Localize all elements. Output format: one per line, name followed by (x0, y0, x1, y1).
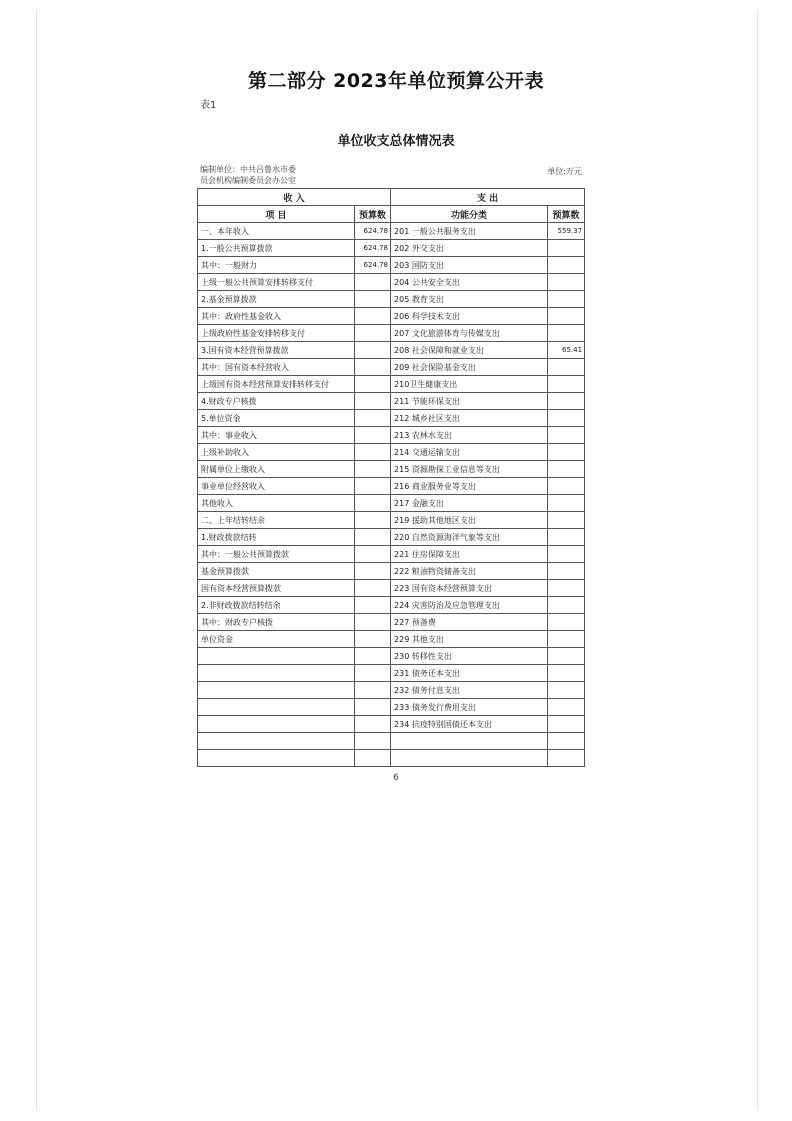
unit-label: 单位:万元 (547, 167, 582, 176)
table-row (198, 325, 585, 342)
expense-budget-cell (548, 563, 585, 580)
table-row (198, 427, 585, 444)
page-edge-left (36, 10, 37, 1110)
item-header: 项 目 (198, 206, 355, 223)
income-item-cell (198, 733, 355, 750)
table-row (198, 597, 585, 614)
income-budget-cell (355, 325, 391, 342)
income-budget-cell (355, 580, 391, 597)
income-budget-cell (355, 716, 391, 733)
income-item-cell: 上级国有资本经营预算安排转移支付 (198, 376, 355, 393)
table-row (198, 716, 585, 733)
income-item-cell: 单位资金 (198, 631, 355, 648)
expense-budget-cell (548, 682, 585, 699)
table-row (198, 750, 585, 767)
income-budget-cell (355, 342, 391, 359)
expense-item-cell: 214 交通运输支出 (391, 444, 548, 461)
income-budget-cell (355, 563, 391, 580)
expense-item-cell: 231 债务还本支出 (391, 665, 548, 682)
expense-item-cell: 216 商业服务业等支出 (391, 478, 548, 495)
expense-header: 支 出 (391, 189, 585, 206)
income-budget-cell (355, 376, 391, 393)
expense-budget-cell (548, 427, 585, 444)
expense-budget-cell (548, 716, 585, 733)
expense-item-cell: 229 其他支出 (391, 631, 548, 648)
income-header: 收 入 (198, 189, 391, 206)
income-budget-cell (355, 631, 391, 648)
table-row (198, 648, 585, 665)
expense-budget-cell (548, 410, 585, 427)
table-row (198, 223, 585, 240)
expense-budget-cell (548, 325, 585, 342)
expense-budget-cell: 559.37 (548, 223, 585, 240)
table-row (198, 393, 585, 410)
table-row (198, 546, 585, 563)
table-row (198, 308, 585, 325)
income-item-cell: 其中：一般财力 (198, 257, 355, 274)
table-number: 表1 (200, 100, 217, 111)
budget-table (197, 188, 585, 767)
table-row (198, 563, 585, 580)
table-row (198, 274, 585, 291)
expense-budget-cell (548, 393, 585, 410)
income-budget-cell (355, 427, 391, 444)
expense-item-cell: 206 科学技术支出 (391, 308, 548, 325)
income-item-cell (198, 682, 355, 699)
income-budget-cell (355, 291, 391, 308)
table-row (198, 342, 585, 359)
table-row (198, 444, 585, 461)
income-item-cell: 2.非财政拨款结转结余 (198, 597, 355, 614)
table-row (198, 240, 585, 257)
income-item-cell: 3.国有资本经营预算拨款 (198, 342, 355, 359)
income-item-cell (198, 699, 355, 716)
expense-budget-cell (548, 597, 585, 614)
expense-item-cell: 223 国有资本经营预算支出 (391, 580, 548, 597)
expense-budget-cell (548, 512, 585, 529)
budget-header-expense: 预算数 (548, 206, 585, 223)
expense-item-cell: 221 住房保障支出 (391, 546, 548, 563)
income-budget-cell (355, 478, 391, 495)
table-row (198, 291, 585, 308)
expense-budget-cell (548, 240, 585, 257)
table-header-row-2 (198, 206, 585, 223)
table-row (198, 376, 585, 393)
income-budget-cell (355, 461, 391, 478)
expense-budget-cell (548, 308, 585, 325)
table-row (198, 359, 585, 376)
income-budget-cell (355, 410, 391, 427)
income-budget-cell (355, 648, 391, 665)
income-budget-cell (355, 393, 391, 410)
income-item-cell: 2.基金预算拨款 (198, 291, 355, 308)
income-item-cell: 国有资本经营预算拨款 (198, 580, 355, 597)
income-item-cell: 1.财政拨款结转 (198, 529, 355, 546)
expense-budget-cell (548, 444, 585, 461)
income-item-cell: 其中：财政专户核拨 (198, 614, 355, 631)
expense-budget-cell (548, 631, 585, 648)
income-budget-cell (355, 444, 391, 461)
income-budget-cell (355, 699, 391, 716)
expense-item-cell: 232 债务付息支出 (391, 682, 548, 699)
income-item-cell: 其中：一般公共预算拨款 (198, 546, 355, 563)
expense-item-cell: 215 资源勘探工业信息等支出 (391, 461, 548, 478)
expense-item-cell: 208 社会保障和就业支出 (391, 342, 548, 359)
expense-budget-cell (548, 750, 585, 767)
expense-budget-cell (548, 699, 585, 716)
expense-budget-cell (548, 478, 585, 495)
expense-item-cell: 212 城乡社区支出 (391, 410, 548, 427)
expense-item-cell: 204 公共安全支出 (391, 274, 548, 291)
expense-budget-cell (548, 359, 585, 376)
table-row (198, 512, 585, 529)
expense-item-cell: 203 国防支出 (391, 257, 548, 274)
expense-item-cell (391, 750, 548, 767)
expense-budget-cell (548, 257, 585, 274)
expense-budget-cell (548, 274, 585, 291)
income-item-cell: 4.财政专户核拨 (198, 393, 355, 410)
expense-item-cell: 233 债务发行费用支出 (391, 699, 548, 716)
table-row (198, 410, 585, 427)
expense-budget-cell (548, 580, 585, 597)
expense-item-cell: 224 灾害防治及应急管理支出 (391, 597, 548, 614)
income-budget-cell (355, 665, 391, 682)
expense-budget-cell (548, 461, 585, 478)
expense-budget-cell (548, 291, 585, 308)
income-budget-cell (355, 495, 391, 512)
income-budget-cell (355, 546, 391, 563)
expense-item-cell: 207 文化旅游体育与传媒支出 (391, 325, 548, 342)
income-item-cell: 其中：政府性基金收入 (198, 308, 355, 325)
income-budget-cell: 624.78 (355, 240, 391, 257)
expense-item-cell: 211 节能环保支出 (391, 393, 548, 410)
expense-item-cell: 220 自然资源海洋气象等支出 (391, 529, 548, 546)
table-row (198, 529, 585, 546)
page-title: 第二部分 2023年单位预算公开表 (248, 70, 544, 92)
income-budget-cell (355, 274, 391, 291)
expense-budget-cell (548, 546, 585, 563)
table-row (198, 478, 585, 495)
income-item-cell (198, 750, 355, 767)
expense-budget-cell: 65.41 (548, 342, 585, 359)
table-row (198, 631, 585, 648)
income-item-cell (198, 648, 355, 665)
table-row (198, 614, 585, 631)
table-row (198, 665, 585, 682)
income-budget-cell (355, 750, 391, 767)
income-item-cell: 5.单位资金 (198, 410, 355, 427)
income-item-cell: 上级一般公共预算安排转移支付 (198, 274, 355, 291)
expense-item-cell: 217 金融支出 (391, 495, 548, 512)
income-item-cell: 上级补助收入 (198, 444, 355, 461)
income-item-cell: 一、本年收入 (198, 223, 355, 240)
expense-item-cell: 202 外交支出 (391, 240, 548, 257)
table-row (198, 733, 585, 750)
expense-item-cell: 219 援助其他地区支出 (391, 512, 548, 529)
page-edge-right (757, 10, 758, 1110)
expense-budget-cell (548, 648, 585, 665)
table-subtitle: 单位收支总体情况表 (337, 134, 455, 149)
expense-item-cell (391, 733, 548, 750)
expense-budget-cell (548, 733, 585, 750)
expense-item-cell: 222 粮油物资储备支出 (391, 563, 548, 580)
table-row (198, 699, 585, 716)
expense-budget-cell (548, 614, 585, 631)
income-budget-cell (355, 597, 391, 614)
table-row (198, 257, 585, 274)
income-budget-cell (355, 359, 391, 376)
income-budget-cell (355, 733, 391, 750)
page-number: 6 (393, 773, 399, 783)
income-budget-cell (355, 614, 391, 631)
income-item-cell: 基金预算拨款 (198, 563, 355, 580)
expense-item-cell: 210卫生健康支出 (391, 376, 548, 393)
table-row (198, 495, 585, 512)
expense-item-cell: 209 社会保险基金支出 (391, 359, 548, 376)
table-header-row-1 (198, 189, 585, 206)
expense-item-cell: 205 教育支出 (391, 291, 548, 308)
income-item-cell (198, 716, 355, 733)
income-item-cell: 事业单位经营收入 (198, 478, 355, 495)
income-budget-cell (355, 682, 391, 699)
expense-item-cell: 234 抗疫特别国债还本支出 (391, 716, 548, 733)
income-item-cell: 其他收入 (198, 495, 355, 512)
expense-budget-cell (548, 529, 585, 546)
income-item-cell: 二、上年结转结余 (198, 512, 355, 529)
income-item-cell (198, 665, 355, 682)
table-row (198, 580, 585, 597)
expense-budget-cell (548, 665, 585, 682)
expense-item-cell: 227 预备费 (391, 614, 548, 631)
function-class-header: 功能分类 (391, 206, 548, 223)
expense-item-cell: 201 一般公共服务支出 (391, 223, 548, 240)
expense-budget-cell (548, 376, 585, 393)
expense-item-cell: 230 转移性支出 (391, 648, 548, 665)
income-budget-cell (355, 512, 391, 529)
income-budget-cell (355, 529, 391, 546)
budget-header: 预算数 (355, 206, 391, 223)
income-budget-cell: 624.78 (355, 257, 391, 274)
income-item-cell: 其中：事业收入 (198, 427, 355, 444)
income-item-cell: 1.一般公共预算拨款 (198, 240, 355, 257)
income-item-cell: 附属单位上缴收入 (198, 461, 355, 478)
income-budget-cell: 624.78 (355, 223, 391, 240)
income-budget-cell (355, 308, 391, 325)
income-item-cell: 上级政府性基金安排转移支付 (198, 325, 355, 342)
income-item-cell: 其中：国有资本经营收入 (198, 359, 355, 376)
table-row (198, 461, 585, 478)
organization-label: 编制单位：中共吕鲁水市委员会机构编制委员会办公室 (200, 165, 296, 185)
table-row (198, 682, 585, 699)
expense-budget-cell (548, 495, 585, 512)
expense-item-cell: 213 农林水支出 (391, 427, 548, 444)
